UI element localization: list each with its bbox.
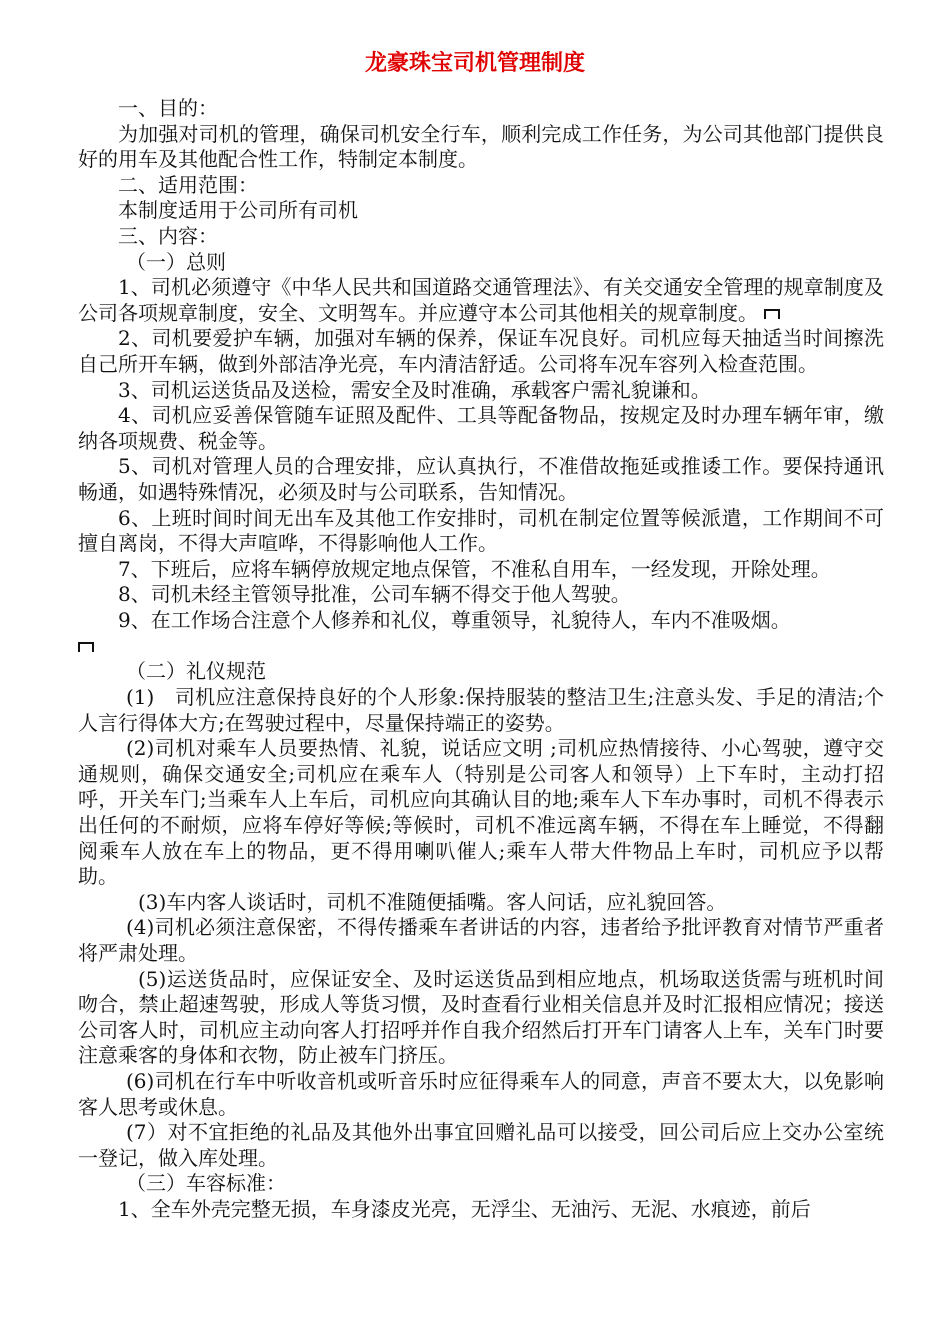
section-heading-purpose: 一、目的： xyxy=(118,96,218,120)
rule-item: 9、在工作场合注意个人修养和礼仪，尊重领导，礼貌待人，车内不准吸烟。 xyxy=(118,607,791,632)
bracket-mark-line xyxy=(78,633,884,659)
bracket-mark xyxy=(764,309,780,319)
rule-item: 5、司机对管理人员的合理安排，应认真执行，不准借故拖延或推诿工作。要保持通讯畅通，如遇特殊情况，必须及时与公司联系，告知情况。 xyxy=(78,454,884,504)
document-title: 龙豪珠宝司机管理制度 xyxy=(364,51,585,76)
etiquette-item: (2)司机对乘车人员要热情、礼貌，说话应文明 ;司机应热情接待、小心驾驶，遵守交通规则，确保交通安全;司机应在乘车人（特别是公司客人和领导）上下车时，主动打招呼，开关车门;当乘车人上车后，司机应向其确认目的地;乘车人下车办事时，司机不得表示出任何的不耐烦，应将车停好等候;等候时，司机不准远离车辆，不得在车上睡觉，不得翻阅乘车人放在车上的物品，更不得用喇叭催人;乘车人带大件物品上车时，司机应予以帮助。 xyxy=(78,736,884,889)
subsection-heading-general: （一）总则 xyxy=(126,249,226,274)
rule-item: 3、司机运送货品及送检，需安全及时准确，承载客户需礼貌谦和。 xyxy=(118,377,711,402)
vehicle-standard-item: 1、全车外壳完整无损，车身漆皮光亮，无浮尘、无油污、无泥、水痕迹，前后 xyxy=(118,1196,811,1221)
subsection-heading-vehicle-standard: （三）车容标准： xyxy=(126,1171,286,1196)
rule-item-text: 1、司机必须遵守《中华人民共和国道路交通管理法》、有关交通安全管理的规章制度及公司各项规章制度，安全、文明驾车。并应遵守本公司其他相关的规章制度。 xyxy=(78,275,884,325)
rule-item: 6、上班时间时间无出车及其他工作安排时，司机在制定位置等候派遣，工作期间不可擅自离岗，不得大声喧哗，不得影响他人工作。 xyxy=(78,505,884,556)
section-heading-content: 三、内容： xyxy=(118,223,218,248)
rule-item: 2、司机要爱护车辆，加强对车辆的保养，保证车况良好。司机应每天抽适当时间擦洗自己所开车辆，做到外部洁净光亮，车内清洁舒适。公司将车况车容列入检查范围。 xyxy=(78,326,884,376)
purpose-text: 为加强对司机的管理，确保司机安全行车，顺利完成工作任务，为公司其他部门提供良好的用车及其他配合性工作，特制定本制度。 xyxy=(78,121,884,172)
subsection-heading-etiquette: （二）礼仪规范 xyxy=(126,659,266,684)
rule-item: 8、司机未经主管领导批准，公司车辆不得交于他人驾驶。 xyxy=(118,582,631,607)
etiquette-item: (4)司机必须注意保密，不得传播乘车者讲话的内容，违者给予批评教育对情节严重者将严肃处理。 xyxy=(78,915,884,965)
scope-text: 本制度适用于公司所有司机 xyxy=(118,198,358,223)
rule-item: 7、下班后，应将车辆停放规定地点保管，不准私自用车，一经发现，开除处理。 xyxy=(118,556,831,581)
etiquette-item: (6)司机在行车中听收音机或听音乐时应征得乘车人的同意，声音不要太大，以免影响客人思考或休息。 xyxy=(78,1068,884,1119)
etiquette-item: (5)运送货品时，应保证安全、及时运送货品到相应地点，机场取送货需与班机时间吻合，禁止超速驾驶，形成人等货习惯，及时查看行业相关信息并及时汇报相应情况；接送公司客人时，司机应主动向客人打招呼并作自我介绍然后打开车门请客人上车，关车门时要注意乘客的身体和衣物，防止被车门挤压。 xyxy=(78,966,884,1068)
rule-item xyxy=(78,275,884,326)
section-heading-scope: 二、适用范围： xyxy=(118,172,258,197)
document-body xyxy=(78,96,884,1223)
etiquette-item: (7）对不宜拒绝的礼品及其他外出事宜回赠礼品可以接受，回公司后应上交办公室统一登记，做入库处理。 xyxy=(78,1120,884,1170)
etiquette-item: (1) 司机应注意保持良好的个人形象:保持服装的整洁卫生;注意头发、手足的清洁;个人言行得体大方;在驾驶过程中，尽量保持端正的姿势。 xyxy=(78,685,884,735)
bracket-mark xyxy=(78,642,94,652)
etiquette-item: (3)车内客人谈话时，司机不准随便插嘴。客人问话，应礼貌回答。 xyxy=(138,889,727,914)
rule-item: 4、司机应妥善保管随车证照及配件、工具等配备物品，按规定及时办理车辆年审，缴纳各项规费、税金等。 xyxy=(78,403,884,453)
